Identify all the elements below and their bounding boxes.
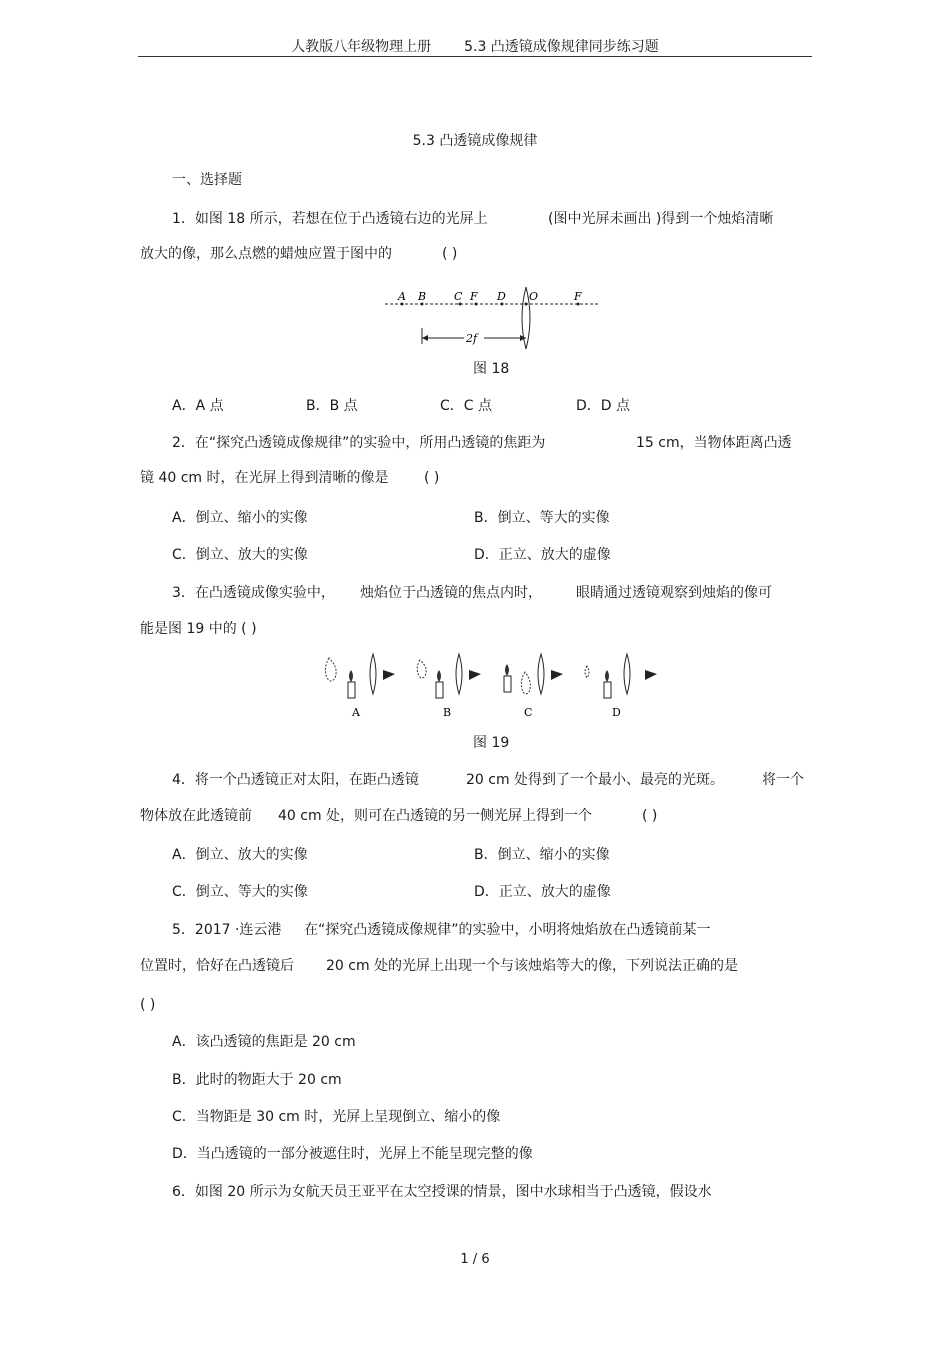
dimension-arrow-left [422, 335, 428, 341]
q6-line1: 6．如图 20 所示为女航天员王亚平在太空授课的情景，图中水球相当于凸透镜，假设水 [172, 1184, 712, 1200]
virtual-image-flame [417, 660, 426, 678]
page-header [0, 36, 950, 56]
document-title: 5.3 凸透镜成像规律 [412, 133, 538, 149]
header-rule [138, 56, 812, 57]
label-a: A [398, 290, 406, 303]
figure-19-option-c [504, 654, 563, 719]
q3-line1a: 3．在凸透镜成像实验中， [172, 585, 335, 601]
q1-line2b: ( ) [442, 246, 458, 262]
candle-flame [505, 664, 509, 676]
figure-19-label-d: D [612, 706, 621, 719]
eye-icon [645, 670, 657, 680]
q1-line1a: 1．如图 18 所示，若想在位于凸透镜右边的光屏上 [172, 211, 488, 227]
q4-line1c: 将一个 [762, 772, 804, 788]
q1-option-b: B．B 点 [306, 398, 358, 414]
q5-line2a: 位置时，恰好在凸透镜后 [140, 958, 294, 974]
figure-19-caption: 图 19 [473, 735, 510, 751]
candle [348, 682, 355, 698]
label-f-left: F [470, 290, 478, 303]
candle [504, 676, 511, 692]
q1-line1b: (图中光屏未画出 )得到一个烛焰清晰 [548, 211, 774, 227]
q1-option-a: A．A 点 [172, 398, 224, 414]
q3-line2a: 能是图 19 中的 ( ) [140, 621, 257, 637]
q2-line1a: 2．在“探究凸透镜成像规律”的实验中，所用凸透镜的焦距为 [172, 435, 546, 451]
section-heading: 一、选择题 [172, 172, 242, 188]
candle-flame [605, 670, 609, 682]
q4-option-a: A．倒立、放大的实像 [172, 847, 308, 863]
q3-line1c: 眼睛通过透镜观察到烛焰的像可 [576, 585, 772, 601]
q5-line3: ( ) [140, 997, 156, 1013]
figure-19-candle-diagrams [315, 650, 665, 722]
convex-lens [538, 654, 544, 694]
q2-line2a: 镜 40 cm 时，在光屏上得到清晰的像是 [140, 470, 389, 486]
q1-option-d: D．D 点 [576, 398, 631, 414]
label-c: C [454, 290, 463, 303]
q4-option-d: D．正立、放大的虚像 [474, 884, 611, 900]
convex-lens [456, 654, 462, 694]
q2-option-a: A．倒立、缩小的实像 [172, 510, 308, 526]
q5-line1a: 5．2017 ·连云港 [172, 922, 282, 938]
header-section: 5.3 凸透镜成像规律同步练习题 [464, 39, 659, 55]
figure-19-label-b: B [443, 706, 452, 719]
figure-18-caption: 图 18 [473, 361, 510, 377]
eye-icon [383, 670, 395, 680]
q1-option-c: C．C 点 [440, 398, 493, 414]
q3-line1b: 烛焰位于凸透镜的焦点内时， [360, 585, 542, 601]
virtual-image-flame [585, 666, 589, 678]
q4-line1b: 20 cm 处得到了一个最小、最亮的光斑。 [466, 772, 725, 788]
candle-flame [437, 670, 441, 682]
virtual-image-flame [325, 658, 336, 681]
figure-18-lens-diagram [380, 282, 605, 354]
q5-line1b: 在“探究凸透镜成像规律”的实验中，小明将烛焰放在凸透镜前某一 [304, 922, 711, 938]
q5-option-b: B．此时的物距大于 20 cm [172, 1072, 342, 1088]
q2-line2b: ( ) [424, 470, 440, 486]
q4-option-b: B．倒立、缩小的实像 [474, 847, 610, 863]
candle [436, 682, 443, 698]
q4-line1a: 4．将一个凸透镜正对太阳，在距凸透镜 [172, 772, 419, 788]
q2-option-b: B．倒立、等大的实像 [474, 510, 610, 526]
page-number: 1 / 6 [460, 1252, 490, 1267]
q1-line2a: 放大的像，那么点燃的蜡烛应置于图中的 [140, 246, 392, 262]
q2-option-d: D．正立、放大的虚像 [474, 547, 611, 563]
figure-19-option-a [325, 654, 395, 719]
dimension-label: 2f [466, 332, 478, 345]
q5-line2b: 20 cm 处的光屏上出现一个与该烛焰等大的像，下列说法正确的是 [326, 958, 739, 974]
virtual-image-flame-inverted [521, 672, 530, 694]
convex-lens [624, 654, 630, 694]
label-b: B [418, 290, 427, 303]
q2-line1b: 15 cm，当物体距离凸透 [636, 435, 792, 451]
figure-19-option-d [585, 654, 657, 719]
eye-icon [551, 670, 563, 680]
q5-option-c: C．当物距是 30 cm 时，光屏上呈现倒立、缩小的像 [172, 1109, 501, 1125]
q5-option-a: A．该凸透镜的焦距是 20 cm [172, 1034, 356, 1050]
q2-option-c: C．倒立、放大的实像 [172, 547, 308, 563]
q4-line2a: 物体放在此透镜前 [140, 808, 252, 824]
header-title: 人教版八年级物理上册 [291, 39, 432, 55]
candle-flame [349, 670, 353, 682]
point-o-dot [525, 303, 528, 306]
figure-19-label-a: A [352, 706, 360, 719]
label-d: D [497, 290, 506, 303]
label-o: O [529, 290, 539, 303]
figure-19-option-b [417, 654, 481, 719]
label-f-right: F [574, 290, 582, 303]
figure-19-label-c: C [524, 706, 533, 719]
convex-lens [370, 654, 376, 694]
q4-line2c: ( ) [642, 808, 658, 824]
eye-icon [469, 670, 481, 680]
q4-option-c: C．倒立、等大的实像 [172, 884, 308, 900]
q4-line2b: 40 cm 处，则可在凸透镜的另一侧光屏上得到一个 [278, 808, 593, 824]
q5-option-d: D．当凸透镜的一部分被遮住时，光屏上不能呈现完整的像 [172, 1146, 533, 1162]
candle [604, 682, 611, 698]
